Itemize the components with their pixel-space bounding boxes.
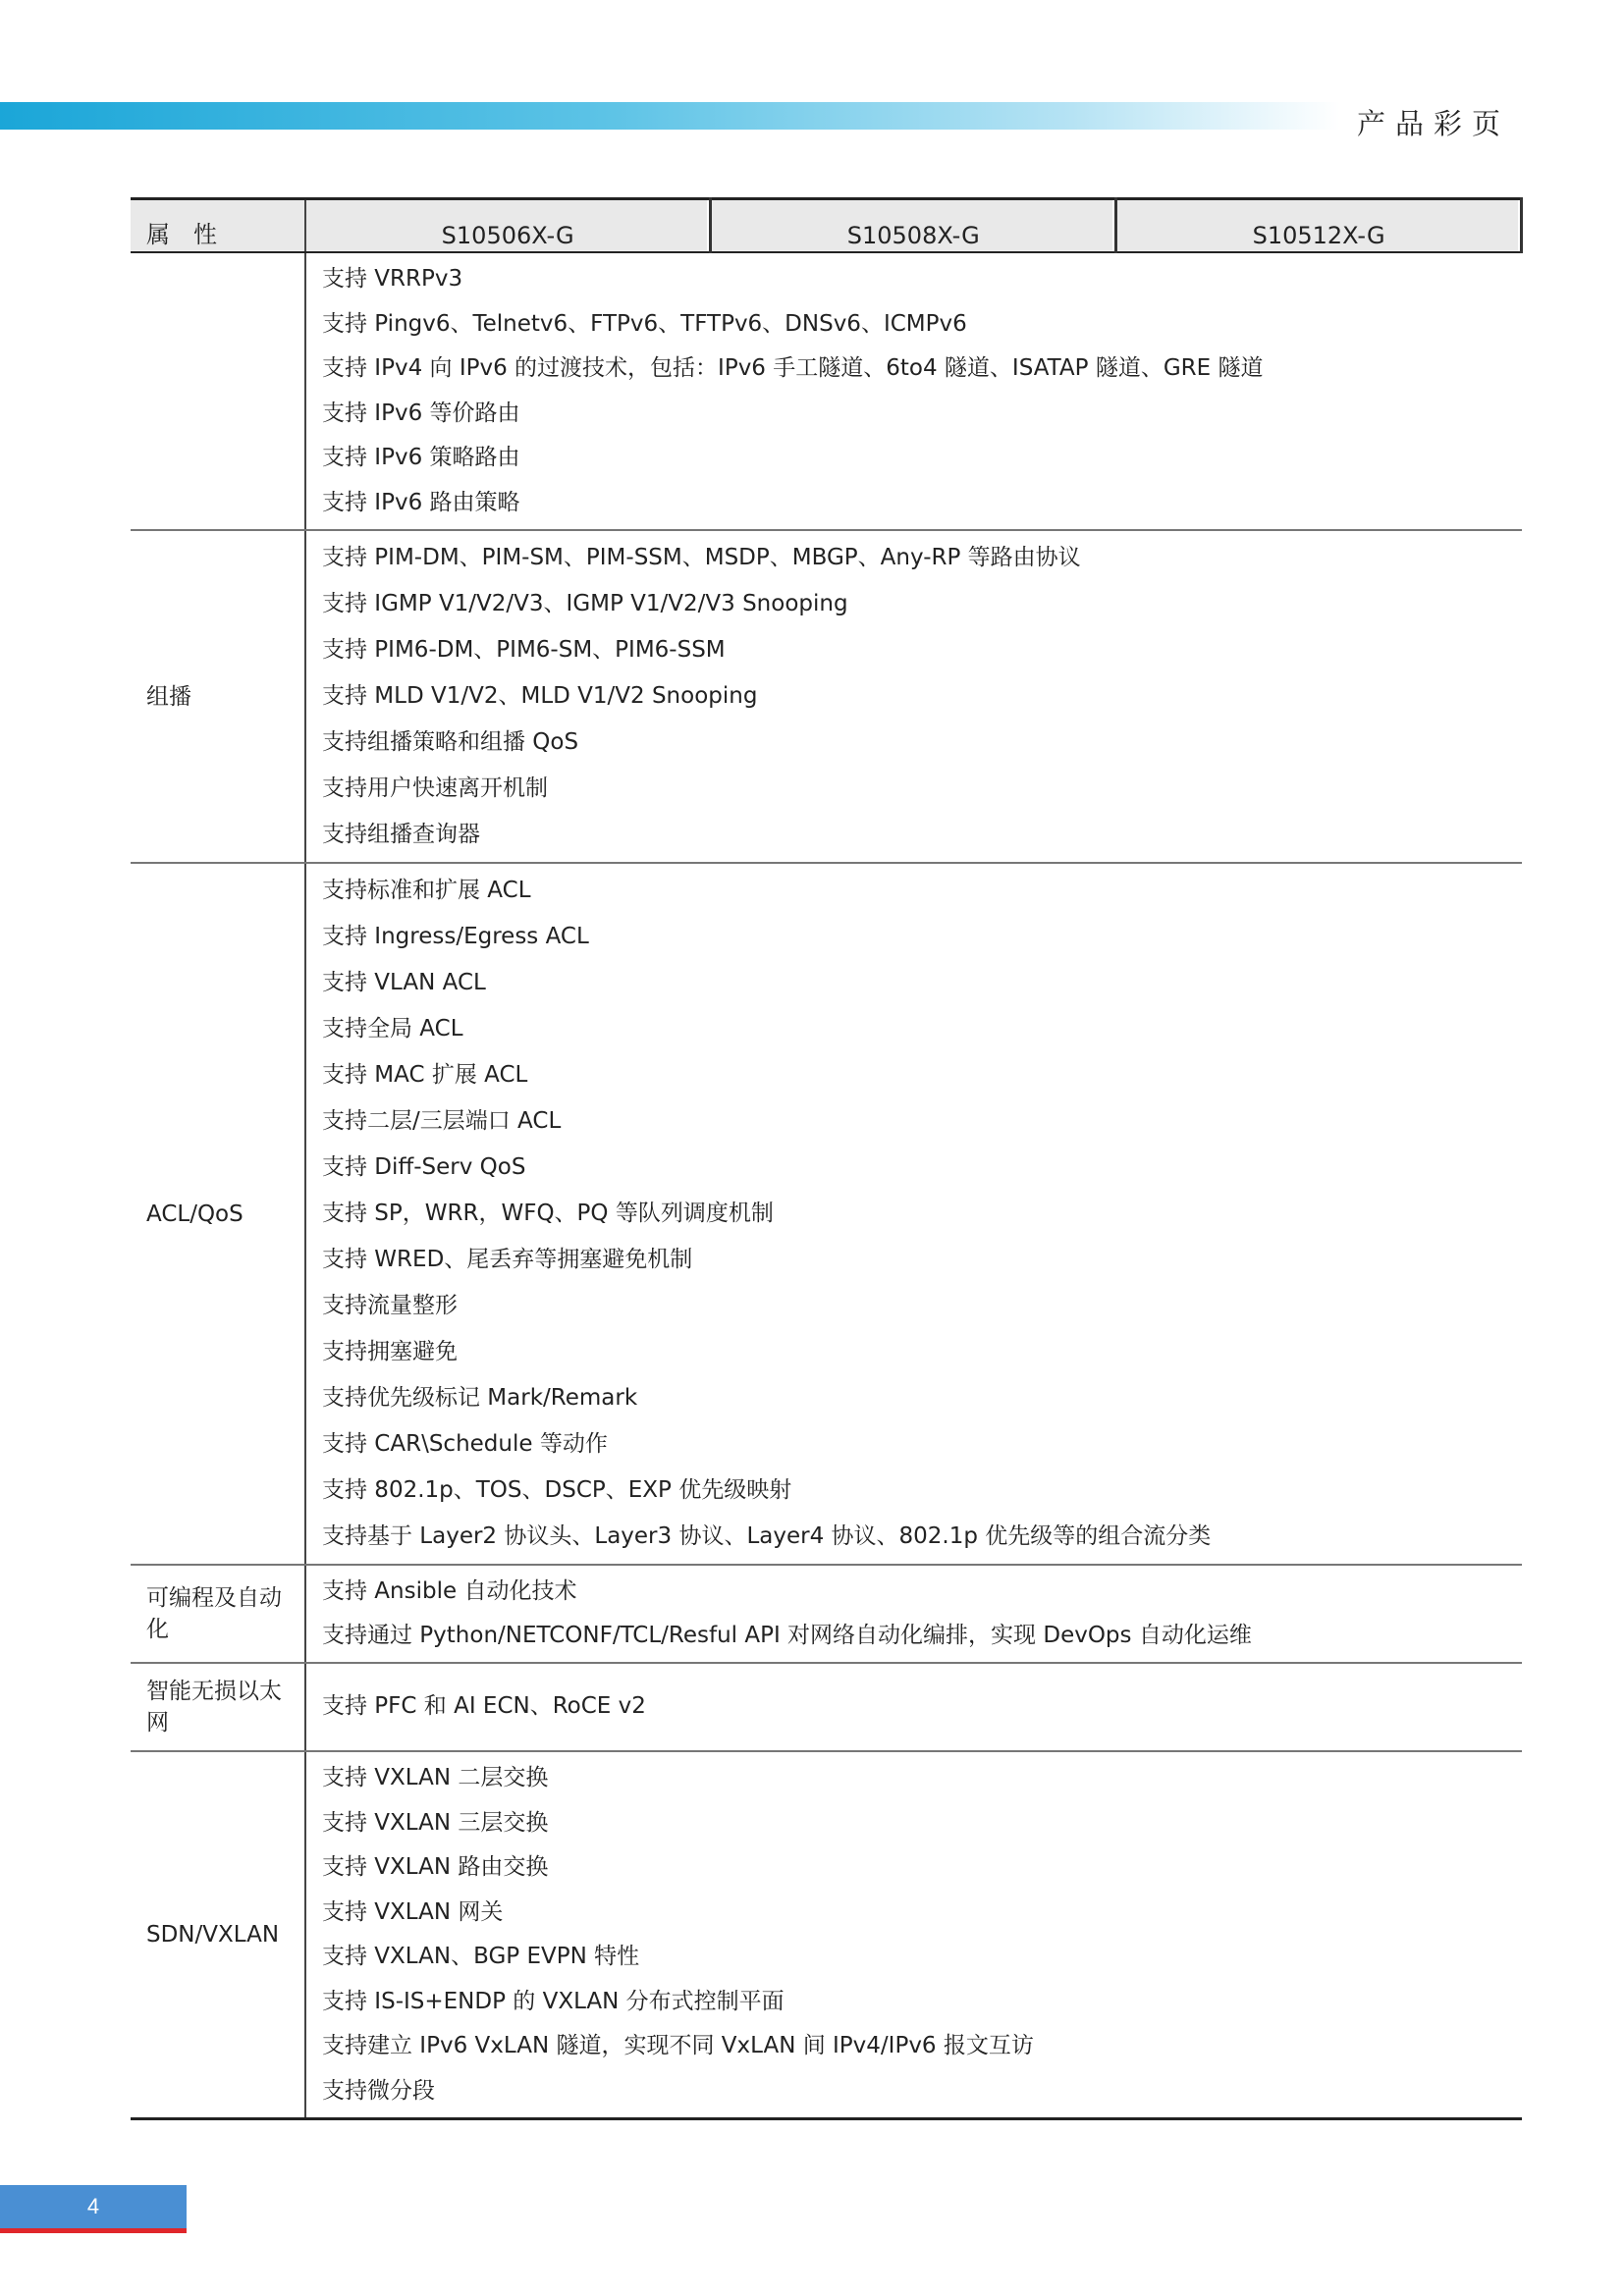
attr-cell <box>131 252 305 530</box>
feature-item: 支持 802.1p、TOS、DSCP、EXP 优先级映射 <box>322 1477 792 1503</box>
attr-cell: 智能无损以太网 <box>131 1663 305 1751</box>
table-row <box>131 530 1522 863</box>
feature-item: 支持 IPv6 等价路由 <box>322 400 520 426</box>
features-cell <box>305 1565 1522 1663</box>
features-cell <box>305 530 1522 863</box>
feature-item: 支持 PIM6-DM、PIM6-SM、PIM6-SSM <box>322 637 726 663</box>
attr-cell: ACL/QoS <box>131 863 305 1565</box>
feature-item: 支持组播策略和组播 QoS <box>322 729 579 755</box>
table-row <box>131 252 1522 530</box>
feature-item: 支持 VXLAN 路由交换 <box>322 1854 549 1880</box>
feature-item: 支持 MLD V1/V2、MLD V1/V2 Snooping <box>322 683 758 709</box>
feature-item: 支持 Pingv6、Telnetv6、FTPv6、TFTPv6、DNSv6、ICMPv6 <box>322 310 967 337</box>
feature-item: 支持 IGMP V1/V2/V3、IGMP V1/V2/V3 Snooping <box>322 591 848 616</box>
table-row <box>131 1663 1522 1751</box>
table-row <box>131 1751 1522 2119</box>
col-header-model: S10512X-G <box>1116 199 1522 253</box>
feature-item: 支持组播查询器 <box>322 822 480 847</box>
feature-item: 支持 Ingress/Egress ACL <box>322 924 589 949</box>
attr-cell: 组播 <box>131 530 305 863</box>
table-row <box>131 1565 1522 1663</box>
feature-item: 支持优先级标记 Mark/Remark <box>322 1385 638 1411</box>
table-row <box>131 863 1522 1565</box>
feature-item: 支持用户快速离开机制 <box>322 775 548 801</box>
feature-item: 支持 VXLAN 二层交换 <box>322 1765 549 1790</box>
feature-item: 支持 MAC 扩展 ACL <box>322 1062 528 1088</box>
attr-cell: 可编程及自动化 <box>131 1565 305 1663</box>
features-cell <box>305 863 1522 1565</box>
spec-table <box>131 197 1523 2120</box>
attr-cell: SDN/VXLAN <box>131 1751 305 2119</box>
feature-item: 支持 VXLAN 三层交换 <box>322 1809 549 1836</box>
feature-item: 支持基于 Layer2 协议头、Layer3 协议、Layer4 协议、802.1p 优先级等的组合流分类 <box>322 1523 1212 1549</box>
features-cell <box>305 1751 1522 2119</box>
feature-item: 支持 VXLAN、BGP EVPN 特性 <box>322 1944 640 1969</box>
feature-item: 支持拥塞避免 <box>322 1339 458 1364</box>
table-header-row <box>131 199 1522 253</box>
feature-item: 支持 Ansible 自动化技术 <box>322 1578 577 1604</box>
feature-item: 支持 CAR\Schedule 等动作 <box>322 1431 608 1457</box>
features-cell <box>305 1663 1522 1751</box>
col-header-attr: 属 性 <box>131 199 305 253</box>
feature-item: 支持 IS-IS+ENDP 的 VXLAN 分布式控制平面 <box>322 1988 785 2014</box>
feature-item: 支持 VXLAN 网关 <box>322 1898 504 1925</box>
feature-item: 支持通过 Python/NETCONF/TCL/Resful API 对网络自动化编排，实现 DevOps 自动化运维 <box>322 1623 1252 1648</box>
features-cell <box>305 252 1522 530</box>
feature-item: 支持 SP，WRR，WFQ、PQ 等队列调度机制 <box>322 1201 774 1226</box>
col-header-model: S10508X-G <box>711 199 1116 253</box>
feature-item: 支持 VRRPv3 <box>322 266 463 292</box>
feature-item: 支持标准和扩展 ACL <box>322 878 531 903</box>
feature-item: 支持 Diff-Serv QoS <box>322 1154 526 1180</box>
feature-item: 支持微分段 <box>322 2077 435 2104</box>
page-number: 4 <box>0 2185 187 2233</box>
brand-label: 产品彩页 <box>1357 107 1511 140</box>
feature-item: 支持 WRED、尾丢弃等拥塞避免机制 <box>322 1247 693 1272</box>
feature-item: 支持 VLAN ACL <box>322 970 486 995</box>
feature-item: 支持 IPv6 策略路由 <box>322 445 520 470</box>
feature-item: 支持流量整形 <box>322 1293 458 1318</box>
feature-item: 支持 PIM-DM、PIM-SM、PIM-SSM、MSDP、MBGP、Any-RP 等路由协议 <box>322 545 1081 570</box>
feature-item: 支持全局 ACL <box>322 1016 463 1041</box>
header-gradient-bar <box>0 102 1340 130</box>
feature-item: 支持 PFC 和 AI ECN、RoCE v2 <box>322 1693 646 1720</box>
col-header-model: S10506X-G <box>305 199 711 253</box>
feature-item: 支持建立 IPv6 VxLAN 隧道，实现不同 VxLAN 间 IPv4/IPv6 报文互访 <box>322 2033 1034 2058</box>
feature-item: 支持 IPv4 向 IPv6 的过渡技术，包括：IPv6 手工隧道、6to4 隧道、ISATAP 隧道、GRE 隧道 <box>322 355 1264 381</box>
feature-item: 支持二层/三层端口 ACL <box>322 1108 562 1134</box>
feature-item: 支持 IPv6 路由策略 <box>322 489 520 515</box>
